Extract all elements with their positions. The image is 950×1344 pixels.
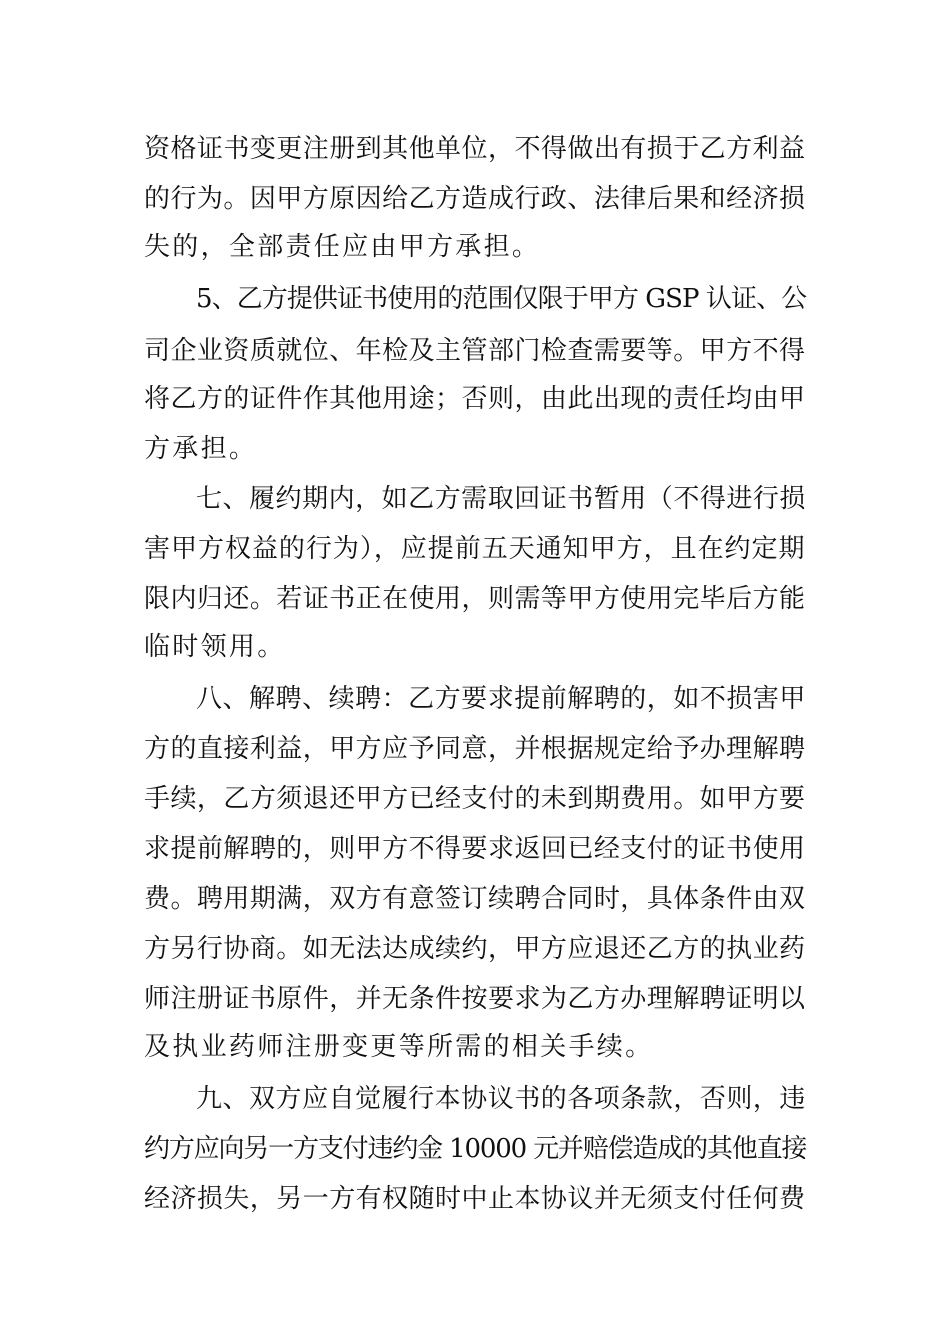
paragraph-line: 九、双方应自觉履行本协议书的各项条款，否则，违 <box>196 1084 806 1114</box>
paragraph-line: 经济损失，另一方有权随时中止本协议并无须支付任何费 <box>144 1184 806 1214</box>
paragraph-line: 的行为。因甲方原因给乙方造成行政、法律后果和经济损 <box>144 184 806 214</box>
paragraph-line: 限内归还。若证书正在使用，则需等甲方使用完毕后方能 <box>144 584 806 614</box>
paragraph-line: 方另行协商。如无法达成续约，甲方应退还乙方的执业药 <box>144 934 806 964</box>
paragraph-line: 方的直接利益，甲方应予同意，并根据规定给予办理解聘 <box>144 734 806 764</box>
paragraph-line: 方承担。 <box>144 434 258 464</box>
paragraph-line: 将乙方的证件作其他用途；否则，由此出现的责任均由甲 <box>144 384 806 414</box>
paragraph-line: 求提前解聘的，则甲方不得要求返回已经支付的证书使用 <box>144 834 806 864</box>
paragraph-line: 临时领用。 <box>144 632 286 662</box>
paragraph-line: 失的，全部责任应由甲方承担。 <box>144 232 541 262</box>
paragraph-line: 5、乙方提供证书使用的范围仅限于甲方 GSP 认证、公 <box>196 284 807 314</box>
paragraph-line: 手续，乙方须退还甲方已经支付的未到期费用。如甲方要 <box>144 784 806 814</box>
paragraph-line: 及执业药师注册变更等所需的相关手续。 <box>144 1032 654 1062</box>
paragraph-line: 害甲方权益的行为），应提前五天通知甲方，且在约定期 <box>144 534 806 564</box>
paragraph-line: 七、履约期内，如乙方需取回证书暂用（不得进行损 <box>196 484 806 514</box>
paragraph-line: 约方应向另一方支付违约金 10000 元并赔偿造成的其他直接 <box>144 1134 807 1164</box>
paragraph-line: 八、解聘、续聘：乙方要求提前解聘的，如不损害甲 <box>196 684 806 714</box>
paragraph-line: 司企业资质就位、年检及主管部门检查需要等。甲方不得 <box>144 336 806 366</box>
paragraph-line: 资格证书变更注册到其他单位，不得做出有损于乙方利益 <box>144 134 806 164</box>
paragraph-line: 师注册证书原件，并无条件按要求为乙方办理解聘证明以 <box>144 984 806 1014</box>
paragraph-line: 费。聘用期满，双方有意签订续聘合同时，具体条件由双 <box>144 884 806 914</box>
